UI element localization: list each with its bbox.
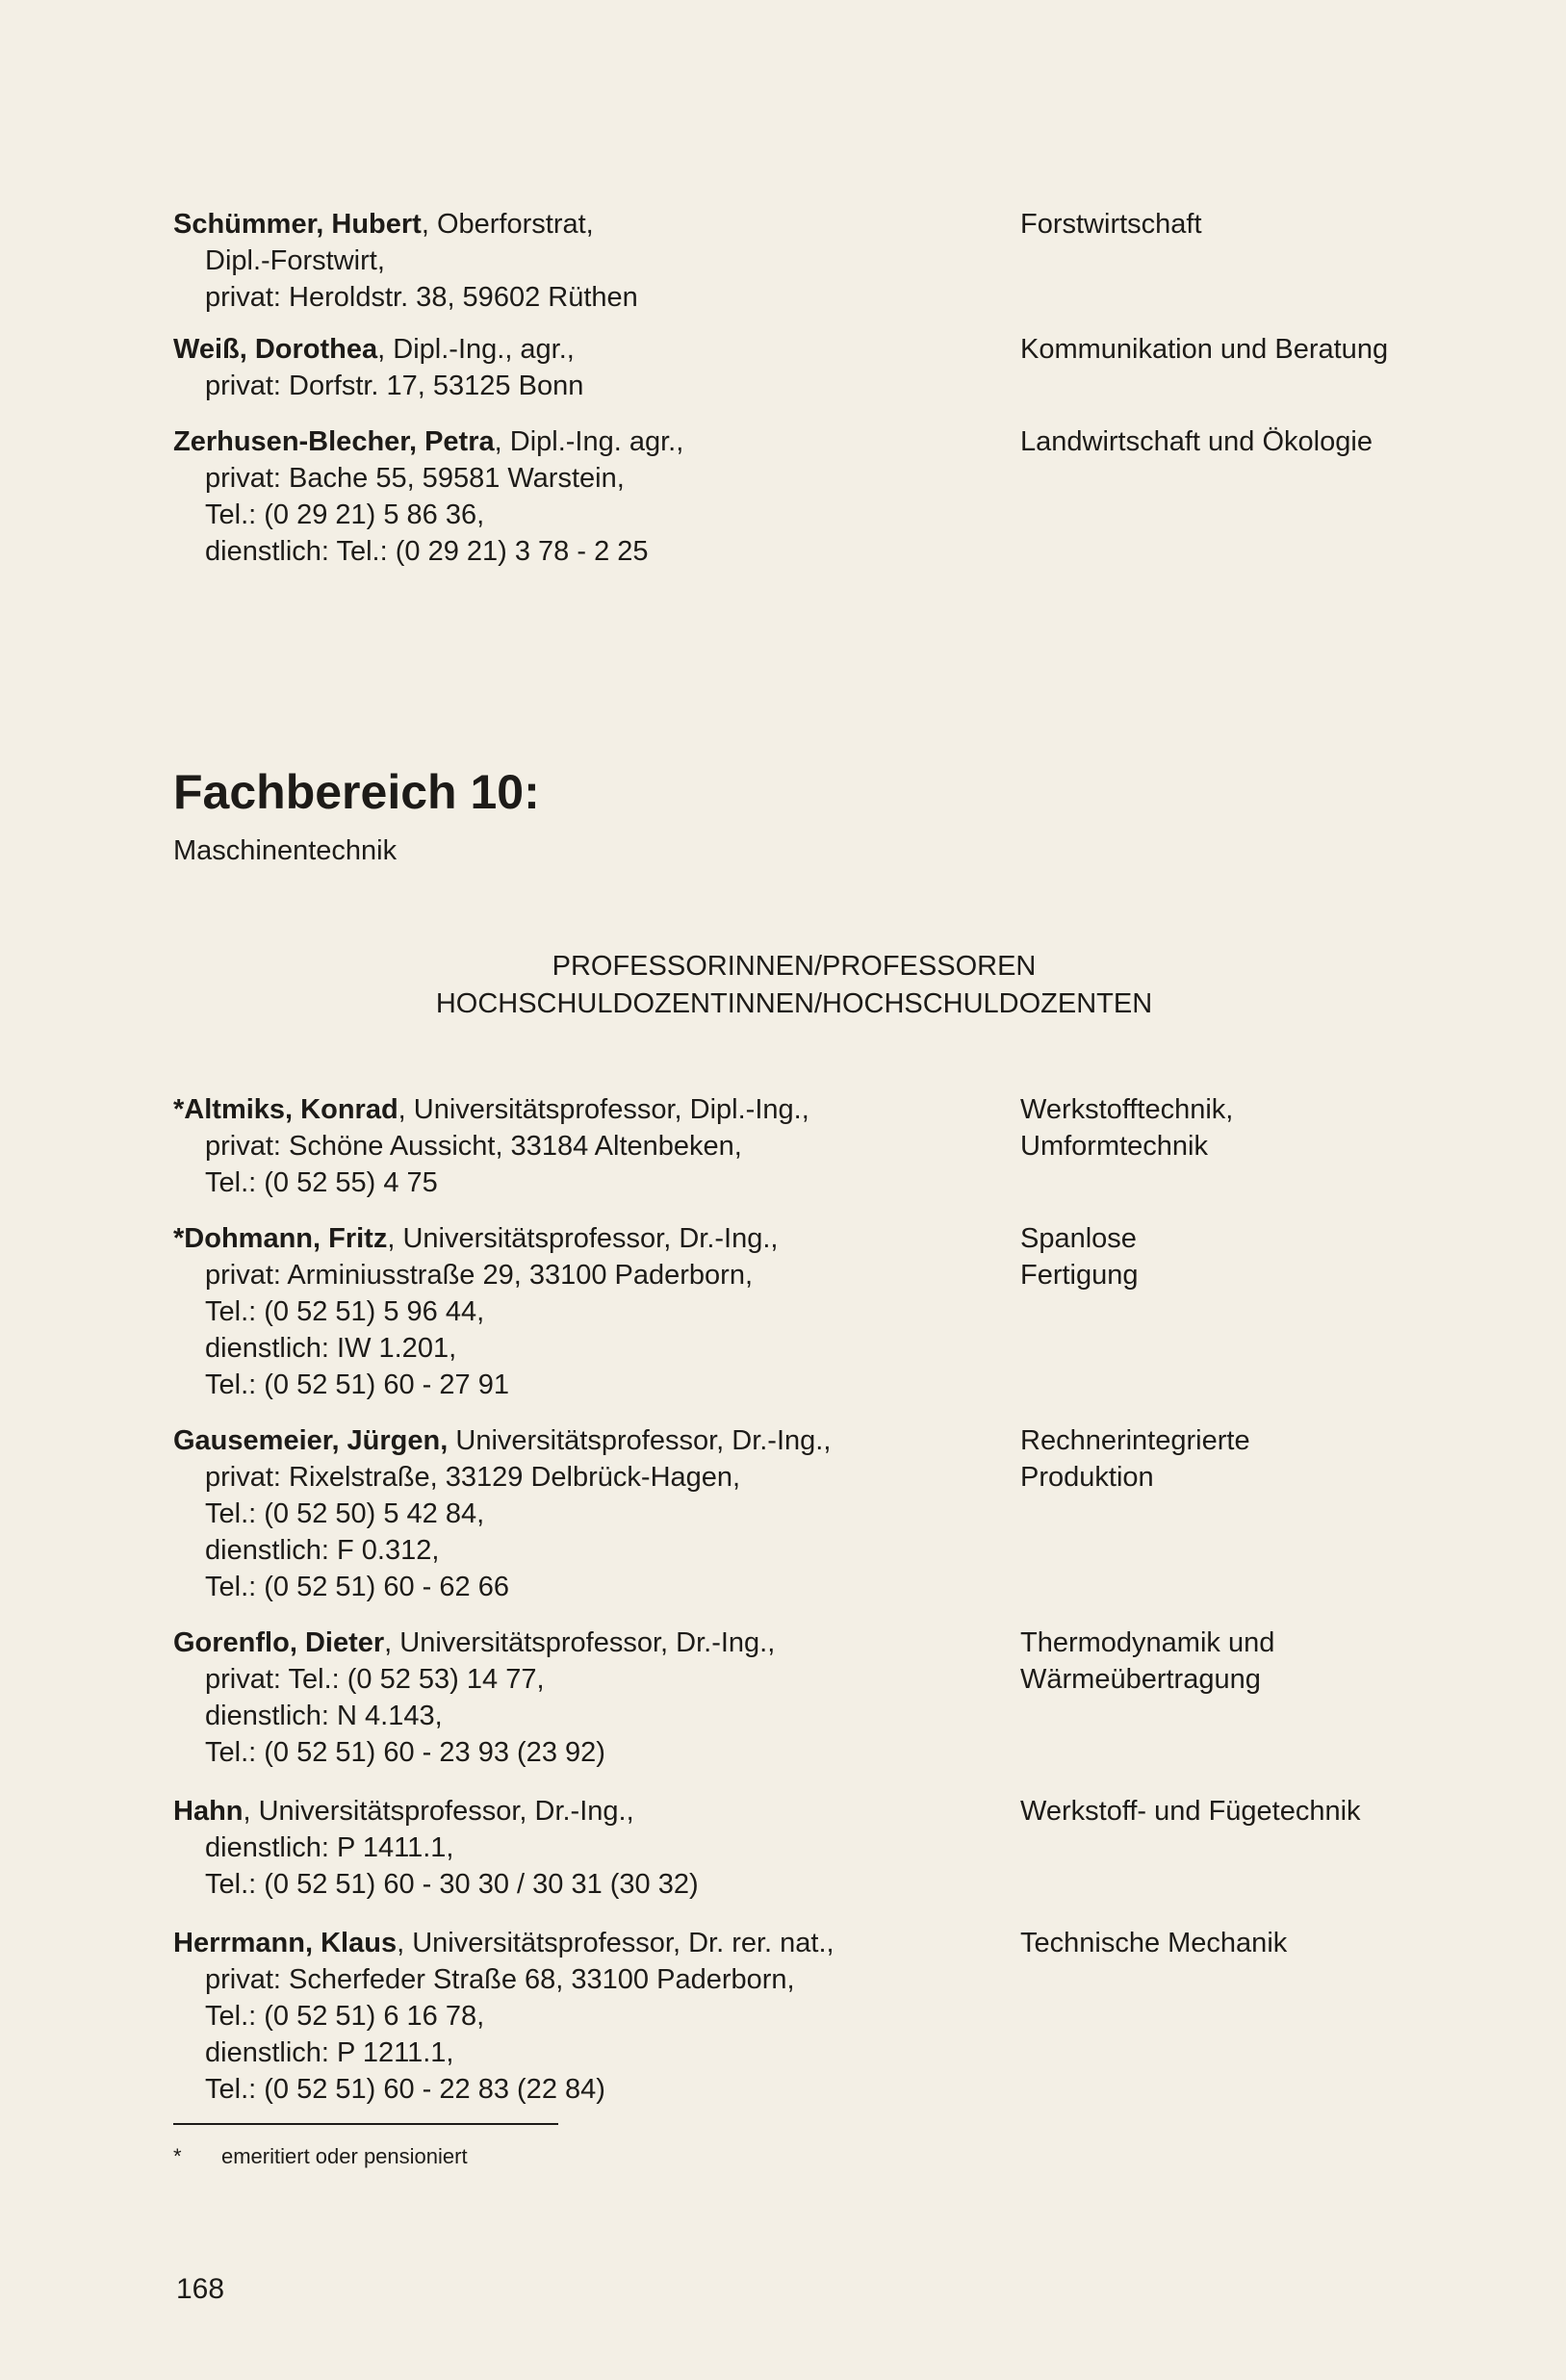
field-of-work: Forstwirtschaft (1020, 209, 1202, 240)
field-of-work: Kommunikation und Beratung (1020, 334, 1389, 365)
group-heading-line-2: HOCHSCHULDOZENTINNEN/HOCHSCHULDOZENTEN (435, 988, 1153, 1019)
field-of-work: Produktion (1020, 1462, 1154, 1493)
detail-line: privat: Dorfstr. 17, 53125 Bonn (205, 371, 584, 401)
field-of-work: Thermodynamik und (1020, 1627, 1275, 1658)
footnote-mark: * (173, 2144, 182, 2168)
page-number: 168 (176, 2273, 225, 2305)
person-name: Zerhusen-Blecher, Petra (173, 426, 495, 457)
person-title: , Universitätsprofessor, Dr.-Ing., (243, 1796, 634, 1827)
field-of-work: Wärmeübertragung (1020, 1664, 1261, 1695)
detail-line: Tel.: (0 29 21) 5 86 36, (205, 499, 485, 530)
detail-line: privat: Rixelstraße, 33129 Delbrück-Hagen, (205, 1462, 741, 1493)
person-title: , Dipl.-Ing. agr., (494, 426, 684, 457)
field-of-work: Werkstoff- und Fügetechnik (1020, 1796, 1361, 1827)
person-name: Weiß, Dorothea (173, 334, 378, 365)
person-name: Gausemeier, Jürgen, (173, 1425, 449, 1456)
detail-line: privat: Schöne Aussicht, 33184 Altenbeken, (205, 1131, 742, 1162)
field-of-work: Umformtechnik (1020, 1131, 1208, 1162)
detail-line: dienstlich: P 1211.1, (205, 2037, 454, 2068)
detail-line: Tel.: (0 52 55) 4 75 (205, 1167, 438, 1198)
person-title: Universitätsprofessor, Dr.-Ing., (448, 1425, 832, 1456)
detail-line: privat: Tel.: (0 52 53) 14 77, (205, 1664, 545, 1695)
detail-line: dienstlich: Tel.: (0 29 21) 3 78 - 2 25 (205, 536, 649, 567)
detail-line: Tel.: (0 52 51) 60 - 23 93 (23 92) (205, 1737, 605, 1768)
person-name: Gorenflo, Dieter (173, 1627, 385, 1658)
person-title: , Dipl.-Ing., agr., (377, 334, 575, 365)
person-title: , Oberforstrat, (421, 209, 594, 240)
detail-line: privat: Heroldstr. 38, 59602 Rüthen (205, 282, 638, 313)
field-of-work: Werkstofftechnik, (1020, 1094, 1234, 1125)
footnote (173, 2142, 468, 2171)
person-name: Schümmer, Hubert (173, 209, 422, 240)
field-of-work: Technische Mechanik (1020, 1928, 1288, 1958)
detail-line: Tel.: (0 52 51) 60 - 62 66 (205, 1572, 509, 1602)
field-of-work: Landwirtschaft und Ökologie (1020, 426, 1373, 457)
detail-line: dienstlich: N 4.143, (205, 1701, 443, 1731)
field-of-work: Rechnerintegrierte (1020, 1425, 1250, 1456)
detail-line: privat: Arminiusstraße 29, 33100 Paderborn, (205, 1260, 754, 1291)
group-heading-line-1: PROFESSORINNEN/PROFESSOREN (552, 951, 1037, 982)
detail-line: Tel.: (0 52 51) 60 - 30 30 / 30 31 (30 32) (205, 1869, 699, 1900)
footnote-rule (173, 2123, 558, 2125)
detail-line: dienstlich: P 1411.1, (205, 1832, 454, 1863)
detail-line: Tel.: (0 52 51) 60 - 22 83 (22 84) (205, 2074, 605, 2105)
detail-line: Tel.: (0 52 50) 5 42 84, (205, 1498, 485, 1529)
detail-line: dienstlich: F 0.312, (205, 1535, 440, 1566)
person-name: *Altmiks, Konrad (173, 1094, 398, 1125)
person-name: *Dohmann, Fritz (173, 1223, 388, 1254)
person-name: Hahn (173, 1796, 244, 1827)
person-title: , Universitätsprofessor, Dr.-Ing., (384, 1627, 776, 1658)
footnote-text: emeritiert oder pensioniert (221, 2144, 468, 2168)
detail-line: Tel.: (0 52 51) 6 16 78, (205, 2001, 485, 2032)
person-name: Herrmann, Klaus (173, 1928, 398, 1958)
detail-line: Dipl.-Forstwirt, (205, 245, 385, 276)
person-title: , Universitätsprofessor, Dipl.-Ing., (398, 1094, 809, 1125)
detail-line: dienstlich: IW 1.201, (205, 1333, 457, 1364)
detail-line: Tel.: (0 52 51) 60 - 27 91 (205, 1369, 509, 1400)
detail-line: privat: Scherfeder Straße 68, 33100 Paderborn, (205, 1964, 795, 1995)
section-subtitle: Maschinentechnik (173, 835, 398, 866)
person-title: , Universitätsprofessor, Dr. rer. nat., (397, 1928, 834, 1958)
field-of-work: Spanlose (1020, 1223, 1137, 1254)
detail-line: privat: Bache 55, 59581 Warstein, (205, 463, 625, 494)
field-of-work: Fertigung (1020, 1260, 1139, 1291)
person-title: , Universitätsprofessor, Dr.-Ing., (387, 1223, 779, 1254)
section-title: Fachbereich 10: (173, 765, 540, 819)
detail-line: Tel.: (0 52 51) 5 96 44, (205, 1296, 485, 1327)
